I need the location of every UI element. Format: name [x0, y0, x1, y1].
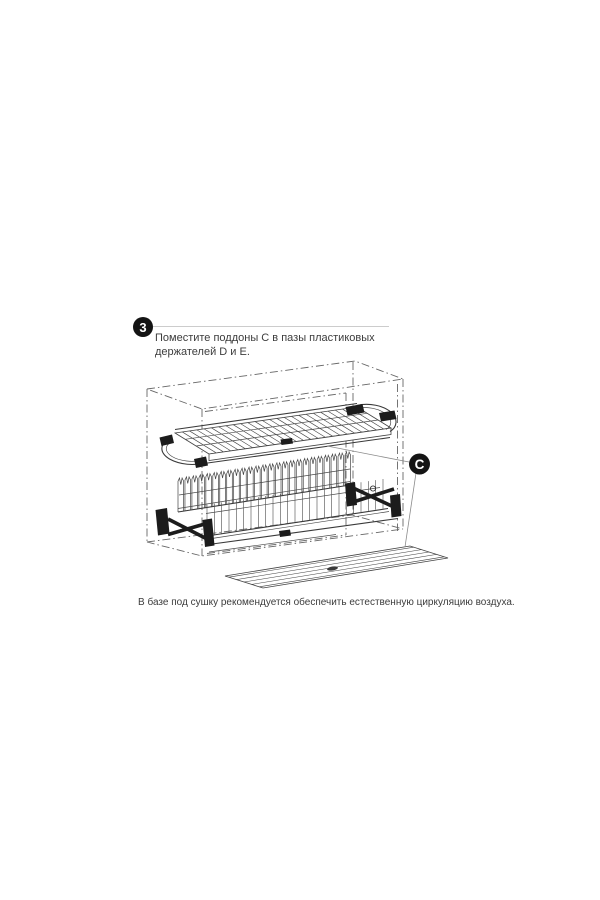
step-number: 3	[139, 319, 147, 335]
lower-plate-rack	[156, 452, 402, 552]
footnote-text: В базе под сушку рекомендуется обеспечить естественную циркуляцию воздуха.	[138, 597, 515, 608]
callout-c-label: C	[414, 456, 425, 472]
lower-rack-left-foot	[203, 519, 215, 548]
upper-rack-left-clamp	[160, 435, 175, 447]
callout-leader-tray	[405, 473, 416, 547]
drip-tray	[225, 546, 448, 588]
lower-rack-right-foot	[345, 482, 357, 507]
upper-cup-rack	[160, 404, 397, 469]
lower-rack-center-clip	[279, 530, 291, 538]
step-instruction-line2: держателей D и E.	[155, 345, 250, 358]
upper-rack-right-outer-clamp	[379, 411, 397, 422]
upper-rack-left-foot	[194, 457, 208, 469]
step-instruction-line1: Поместите поддоны C в пазы пластиковых	[155, 332, 375, 344]
lower-rack-left-clamp	[156, 508, 170, 536]
